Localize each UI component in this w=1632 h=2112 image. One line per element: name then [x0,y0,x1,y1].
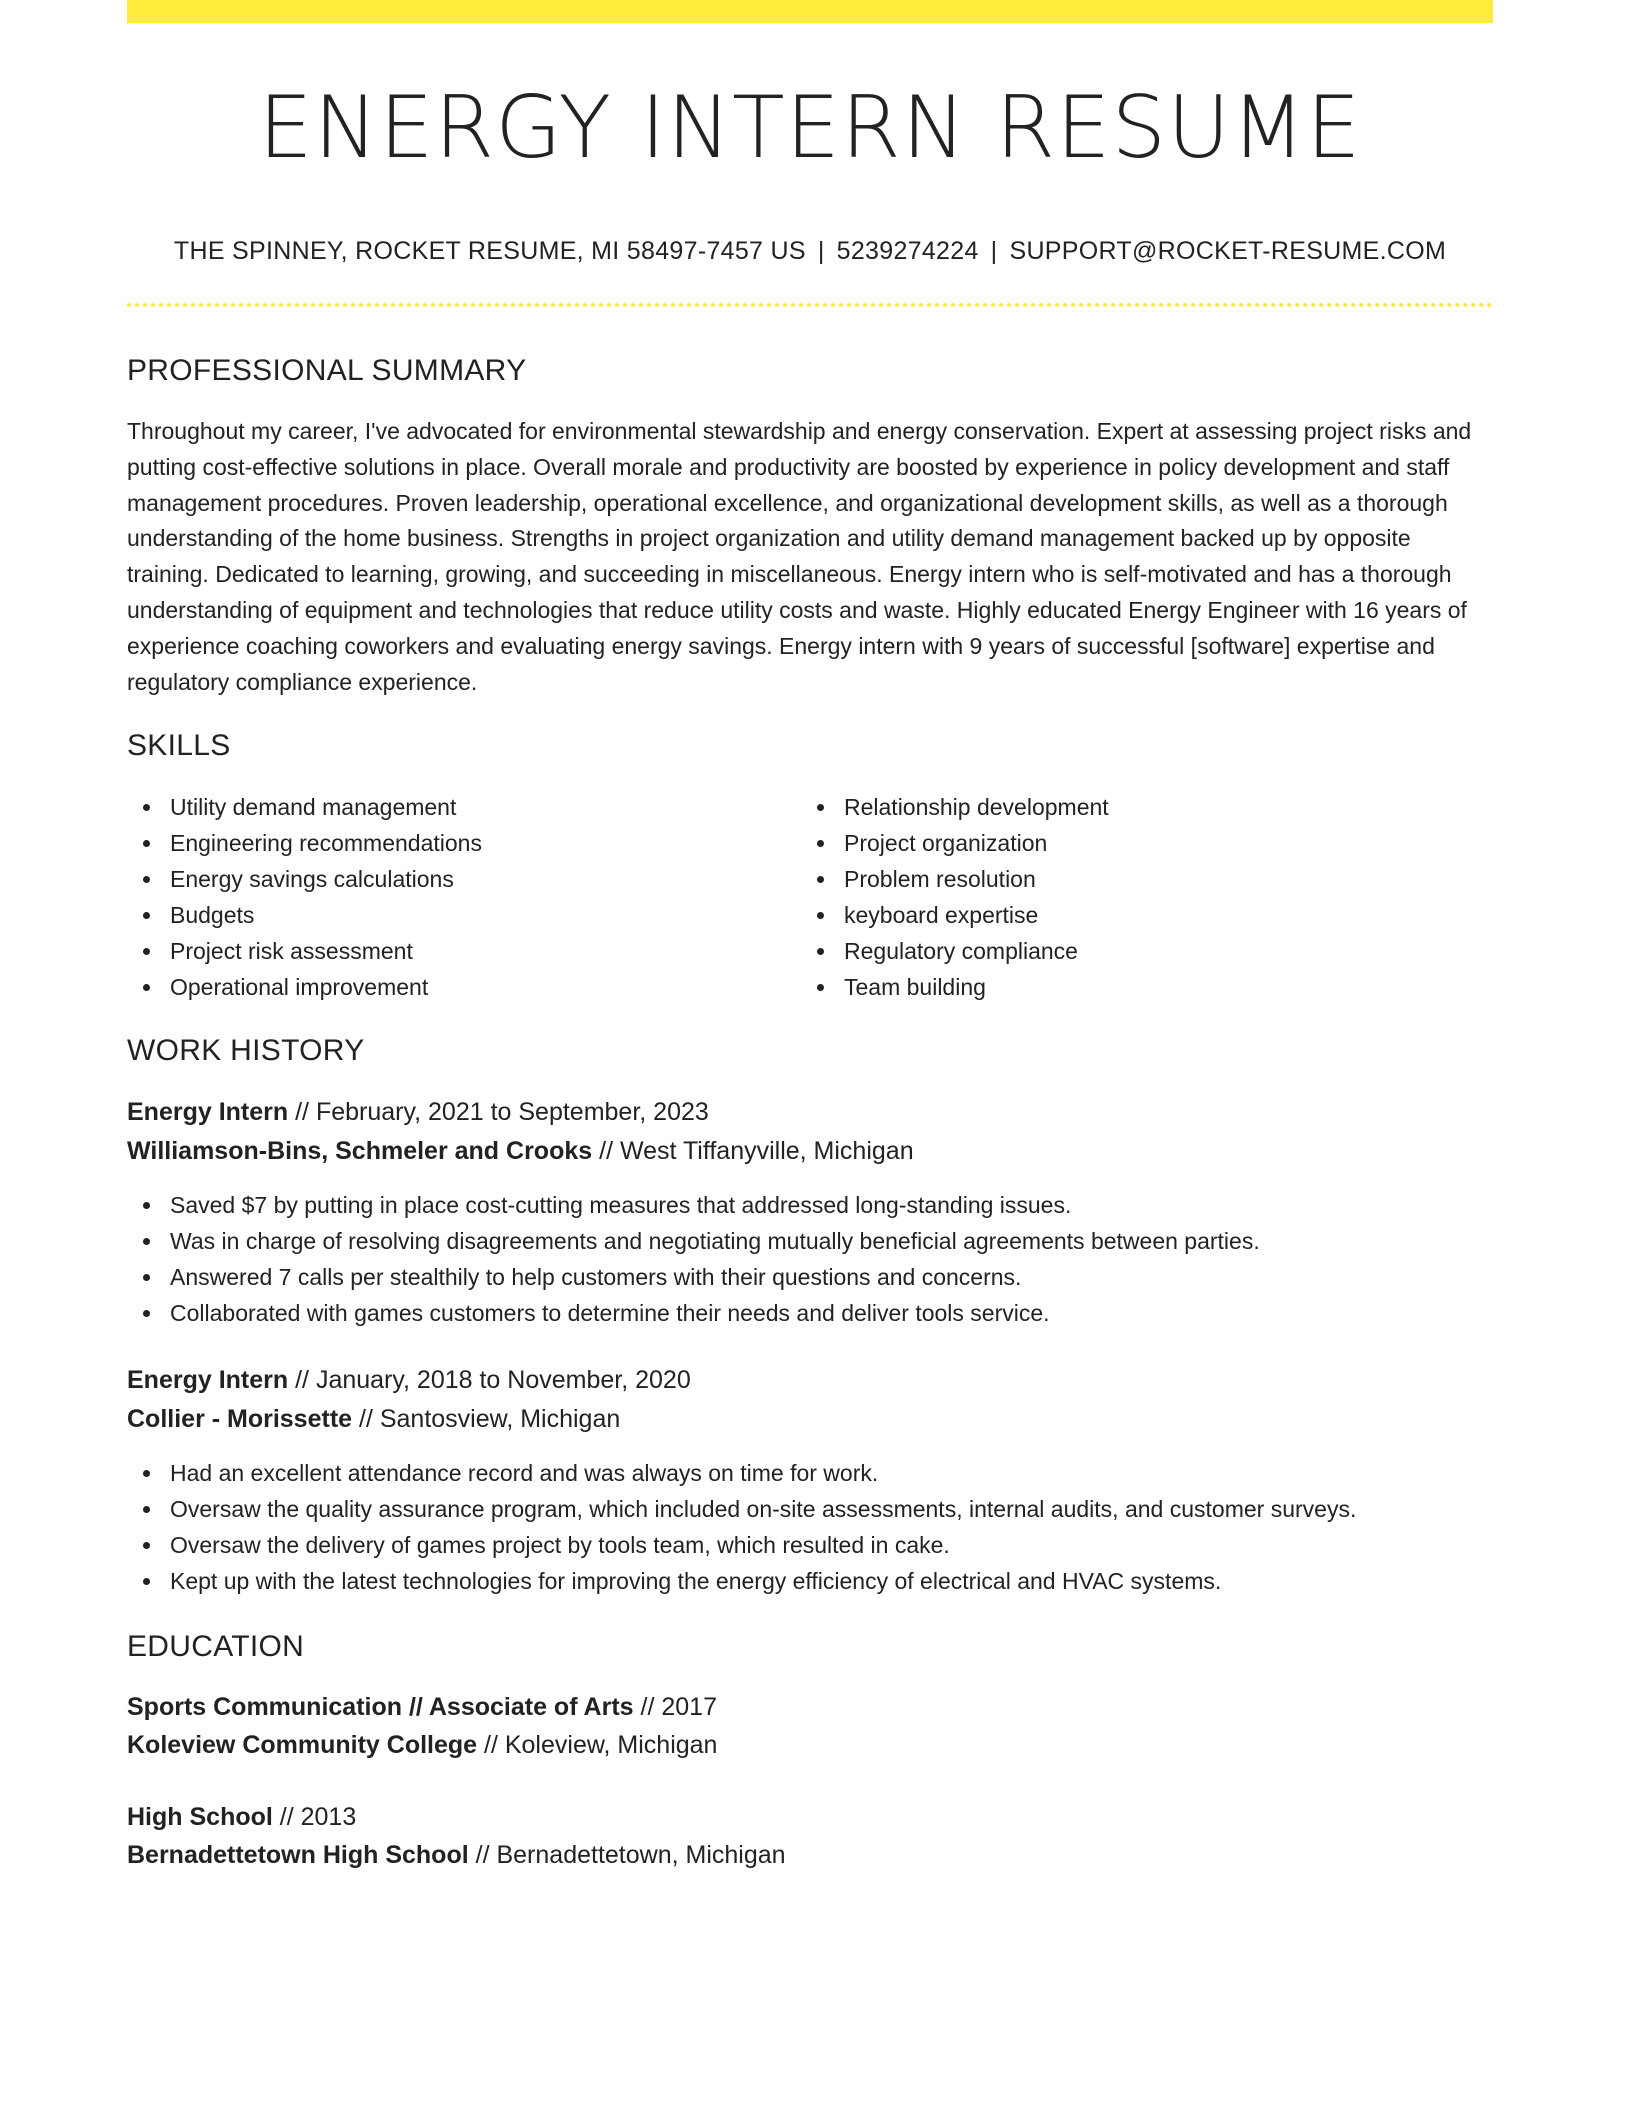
skill-item: Regulatory compliance [801,933,1401,969]
education-school-line [127,1841,786,1870]
dotted-divider [127,303,1493,307]
resume-title: ENERGY INTERN RESUME [258,78,1362,178]
job-dates: // February, 2021 to September, 2023 [295,1098,709,1126]
education-degree-line [127,1693,717,1722]
skill-item: keyboard expertise [801,897,1401,933]
job-bullet: Kept up with the latest technologies for improving the energy efficiency of electrical and HVAC systems. [127,1563,1493,1599]
education-degree: High School [127,1803,273,1831]
job-bullets [127,1455,1493,1599]
job-company-line [127,1137,914,1166]
job-company: Collier - Morissette [127,1405,353,1433]
job-company: Williamson-Bins, Schmeler and Crooks [127,1137,593,1165]
education-heading: EDUCATION [127,1630,305,1663]
job-bullet: Saved $7 by putting in place cost-cutting measures that addressed long-standing issues. [127,1187,1493,1223]
job-bullet: Answered 7 calls per stealthily to help customers with their questions and concerns. [127,1259,1493,1295]
job-company-line [127,1405,620,1434]
education-location: // Bernadettetown, Michigan [475,1841,786,1869]
contact-phone: 5239274224 [836,237,979,265]
skill-item: Problem resolution [801,861,1401,897]
job-bullet: Collaborated with games customers to determine their needs and deliver tools service. [127,1295,1493,1331]
contact-separator: | [817,237,825,265]
education-school: Koleview Community College [127,1731,478,1759]
job-dates: // January, 2018 to November, 2020 [295,1366,691,1394]
job-title-line [127,1366,691,1395]
skill-item: Utility demand management [127,789,727,825]
skills-list-left [127,789,727,1005]
accent-bar [127,0,1493,23]
skill-item: Energy savings calculations [127,861,727,897]
education-year: // 2013 [279,1803,357,1831]
skills-list-right [801,789,1401,1005]
education-degree-line [127,1803,356,1832]
job-location: // West Tiffanyville, Michigan [599,1137,914,1165]
summary-text: Throughout my career, I've advocated for environmental stewardship and energy conservation. Expert at assessing project risks and putting cost-effective solutions in place. Overall morale and productivity are boosted by experience in policy development and staff management procedures. Proven leadership, operational excellence, and organizational development skills, as well as a thorough understanding of the home business. Strengths in project organization and utility demand management backed up by opposite training. Dedicated to learning, growing, and succeeding in miscellaneous. Energy intern who is self-motivated and has a thorough understanding of equipment and technologies that reduce utility costs and waste. Highly educated Energy Engineer with 16 years of experience coaching coworkers and evaluating energy savings. Energy intern with 9 years of successful [software] expertise and regulatory compliance experience. [127,418,1472,695]
job-bullet: Was in charge of resolving disagreements and negotiating mutually beneficial agreements between parties. [127,1223,1493,1259]
job-bullet: Oversaw the delivery of games project by tools team, which resulted in cake. [127,1527,1493,1563]
education-school-line [127,1731,717,1760]
skill-item: Project organization [801,825,1401,861]
job-bullet: Oversaw the quality assurance program, which included on-site assessments, internal audits, and customer surveys. [127,1491,1493,1527]
contact-email: SUPPORT@ROCKET-RESUME.COM [1009,237,1447,265]
summary-heading: PROFESSIONAL SUMMARY [127,354,527,387]
skills-heading: SKILLS [127,729,231,762]
contact-separator: | [990,237,998,265]
work-history-heading: WORK HISTORY [127,1034,365,1067]
job-bullets [127,1187,1493,1331]
contact-address: THE SPINNEY, ROCKET RESUME, MI 58497-7457 US [173,237,806,265]
skill-item: Relationship development [801,789,1401,825]
skill-item: Engineering recommendations [127,825,727,861]
job-location: // Santosview, Michigan [359,1405,621,1433]
job-title-line [127,1098,709,1127]
education-school: Bernadettetown High School [127,1841,469,1869]
skill-item: Budgets [127,897,727,933]
job-bullet: Had an excellent attendance record and was always on time for work. [127,1455,1493,1491]
skill-item: Project risk assessment [127,933,727,969]
education-year: // 2017 [640,1693,717,1721]
job-title: Energy Intern [127,1366,289,1394]
skill-item: Team building [801,969,1401,1005]
contact-line [127,237,1493,266]
skill-item: Operational improvement [127,969,727,1005]
education-location: // Koleview, Michigan [484,1731,718,1759]
education-degree: Sports Communication // Associate of Arts [127,1693,634,1721]
job-title: Energy Intern [127,1098,289,1126]
